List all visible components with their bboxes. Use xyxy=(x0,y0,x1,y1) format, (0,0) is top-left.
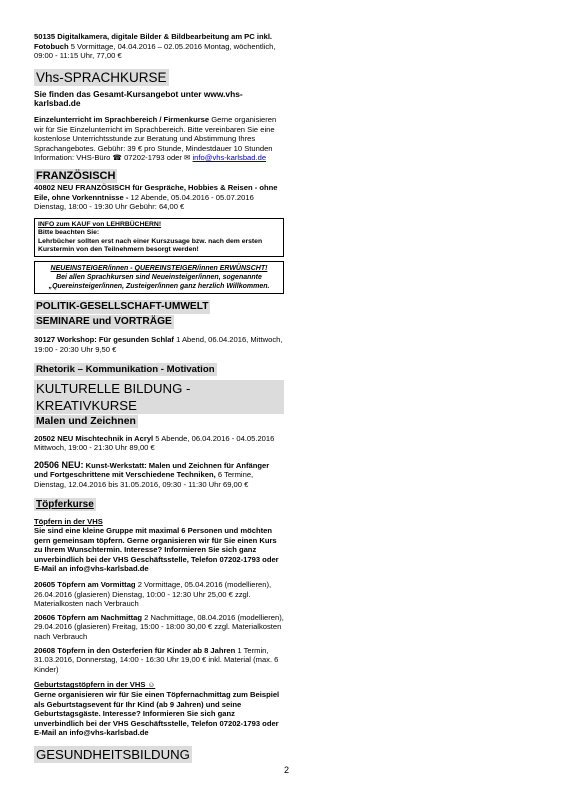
section-heading-malen: Malen und Zeichnen xyxy=(36,415,136,427)
geburtstag-title: Geburtstagstöpfern in der VHS ☺ xyxy=(34,680,156,690)
course-20502 xyxy=(34,434,284,453)
section-heading-rhetorik: Rhetorik – Kommunikation - Motivation xyxy=(36,363,215,375)
course-code: 20608 xyxy=(34,645,56,655)
section-heading-sprachkurse: Vhs-SPRACHKURSE xyxy=(36,69,167,85)
course-details: 2 Vormittage, 05.04.2016 (modellieren), 26.04.2016 (glasieren) Dienstag, 10:00 - 12:30 Uhr 25,00 € zzgl. Materialkosten nach Verbrauch xyxy=(34,580,272,609)
info-line: Information: VHS-Büro ☎ 07202-1793 oder ✉ xyxy=(34,153,193,163)
course-title: Töpfern am Nachmittag xyxy=(55,612,143,622)
course-code: 30127 xyxy=(34,335,56,345)
section-heading-gesundheit: GESUNDHEITSBILDUNG xyxy=(36,746,190,762)
course-code: 40802 NEU xyxy=(34,182,74,192)
course-code: 20502 NEU xyxy=(34,433,74,443)
course-title: Digitalkamera, digitale Bilder & Bildbearbeitung am PC inkl. Fotobuch xyxy=(34,32,273,51)
lehrbuch-title: INFO zum KAUF von LEHRBÜCHERN! xyxy=(38,220,162,228)
geburtstag-text: Gerne organisieren wir für Sie einen Töpfernachmittag zum Beispiel als Geburtstagsevent für Ihr Kind (ab 9 Jahren) und seine Geburtstagsgäste. Interesse? Informieren Sie sich ganz unverbindlich bei der VHS Geschäftsstelle, Telefon 07202-1793 oder E-Mail an info@vhs-karlsbad.de xyxy=(34,690,280,738)
course-title: FRANZÖSISCH für Gespräche, Hobbies & Reisen - ohne Eile, ohne Vorkenntnisse - xyxy=(34,182,278,202)
course-40802 xyxy=(34,183,284,212)
section-heading-seminare: SEMINARE und VORTRÄGE xyxy=(36,316,172,328)
course-title: Kunst-Werkstatt: Malen und Zeichnen für Anfänger und Fortgeschrittene mit Verschiedene Techniken, xyxy=(34,460,270,480)
page-content xyxy=(34,32,284,763)
einzelunterricht-body: Gerne organisieren wir für Sie Einzelunterricht im Sprachbereich. Bitte vereinbaren Sie eine kostenlose Unterrichtsstunde zur Beratung und Abstimmung Ihres Sprachangebotes. Gebühr: 39 € pro Stunde, Mindestdauer 10 Stunden xyxy=(34,114,277,153)
course-title: Mischtechnik in Acryl xyxy=(73,433,154,443)
course-30127 xyxy=(34,335,284,354)
einzelunterricht-text xyxy=(34,115,284,163)
course-20606 xyxy=(34,613,284,642)
course-code: 20506 NEU: xyxy=(34,459,84,470)
lehrbuch-line1: Bitte beachten Sie: xyxy=(38,229,100,237)
toepfer-group-text: Sie sind eine kleine Gruppe mit maximal 6 Personen und möchten gern gemeinsam töpfern. Gerne organisieren wir für Sie einen Kurs zu Ihrem Wunschtermin. Interesse? Informieren Sie sich ganz unverbindlich bei der VHS Geschäftsstelle, Telefon 07202-1793 oder E-Mail an info@vhs-karlsbad.de xyxy=(34,526,279,574)
course-code: 20605 xyxy=(34,580,56,590)
course-details: 6 Termine, Dienstag, 12.04.2016 bis 31.05.2016, 09:30 - 11:30 Uhr 69,00 € xyxy=(34,470,254,489)
section-heading-kultur: KULTURELLE BILDUNG - KREATIVKURSE xyxy=(34,380,284,414)
lehrbuch-info-box xyxy=(34,218,284,258)
course-20605 xyxy=(34,580,284,609)
neueinsteiger-text: Bei allen Sprachkursen sind Neueinsteiger/innen, sogenannte „Quereinsteiger/innen, Zusteiger/innen ganz herzlich Willkommen. xyxy=(48,274,270,291)
course-code: 50135 xyxy=(34,32,56,41)
course-title: Workshop: Für gesunden Schlaf xyxy=(55,335,174,345)
toepfer-group-title: Töpfern in der VHS xyxy=(34,516,103,526)
section-heading-politik: POLITIK-GESELLSCHAFT-UMWELT xyxy=(36,301,209,313)
neueinsteiger-box xyxy=(34,261,284,294)
course-20506 xyxy=(34,461,284,490)
course-50135 xyxy=(34,32,284,61)
course-details: 5 Vormittage, 04.04.2016 – 02.05.2016 Montag, wöchentlich, 09:00 - 11:15 Uhr, 77,00 € xyxy=(34,41,276,61)
course-code: 20606 xyxy=(34,612,56,622)
course-details: 12 Abende, 05.04.2016 - 05.07.2016 Dienstag, 18:00 - 19:30 Uhr Gebühr: 64,00 € xyxy=(34,192,254,212)
course-details: 2 Nachmittage, 08.04.2016 (modellieren), 29.04.2016 (glasieren) Freitag, 15:00 - 18:00 30,00 € zzgl. Materialkosten nach Verbrauch xyxy=(34,612,284,642)
section-heading-franzoesisch: FRANZÖSISCH xyxy=(36,169,116,182)
neueinsteiger-title: NEUEINSTEIGER/innen - QUEREINSTEIGER/innen ERWÜNSCHT! xyxy=(50,265,268,273)
page-number: 2 xyxy=(284,765,290,775)
lehrbuch-line2: Lehrbücher sollten erst nach einer Kurszusage bzw. nach dem ersten Kurstermin von den Teilnehmern besorgt werden! xyxy=(38,237,263,253)
course-title: Töpfern in den Osterferien für Kinder ab 8 Jahren xyxy=(55,645,236,655)
toepfer-heading-text: Töpferkurse xyxy=(36,498,94,510)
course-20608 xyxy=(34,646,284,675)
sprach-website-note: Sie finden das Gesamt-Kursangebot unter www.vhs-karlsbad.de xyxy=(34,88,243,109)
info-email-link[interactable]: info@vhs-karlsbad.de xyxy=(192,153,267,163)
course-title: Töpfern am Vormittag xyxy=(55,580,136,590)
course-details: 5 Abende, 06.04.2016 - 04.05.2016 Mittwoch, 19:00 - 21:30 Uhr 89,00 € xyxy=(34,433,275,453)
course-details: 1 Termin, 31.03.2016, Donnerstag, 14:00 - 16:30 Uhr 19,00 € inkl. Material (max. 6 Kinder) xyxy=(34,645,279,674)
course-details: 1 Abend, 06.04.2016, Mittwoch, 19:00 - 20:30 Uhr 9,50 € xyxy=(34,335,283,354)
section-heading-toepfer xyxy=(34,498,96,511)
einzelunterricht-title: Einzelunterricht im Sprachbereich / Firmenkurse xyxy=(34,114,210,124)
